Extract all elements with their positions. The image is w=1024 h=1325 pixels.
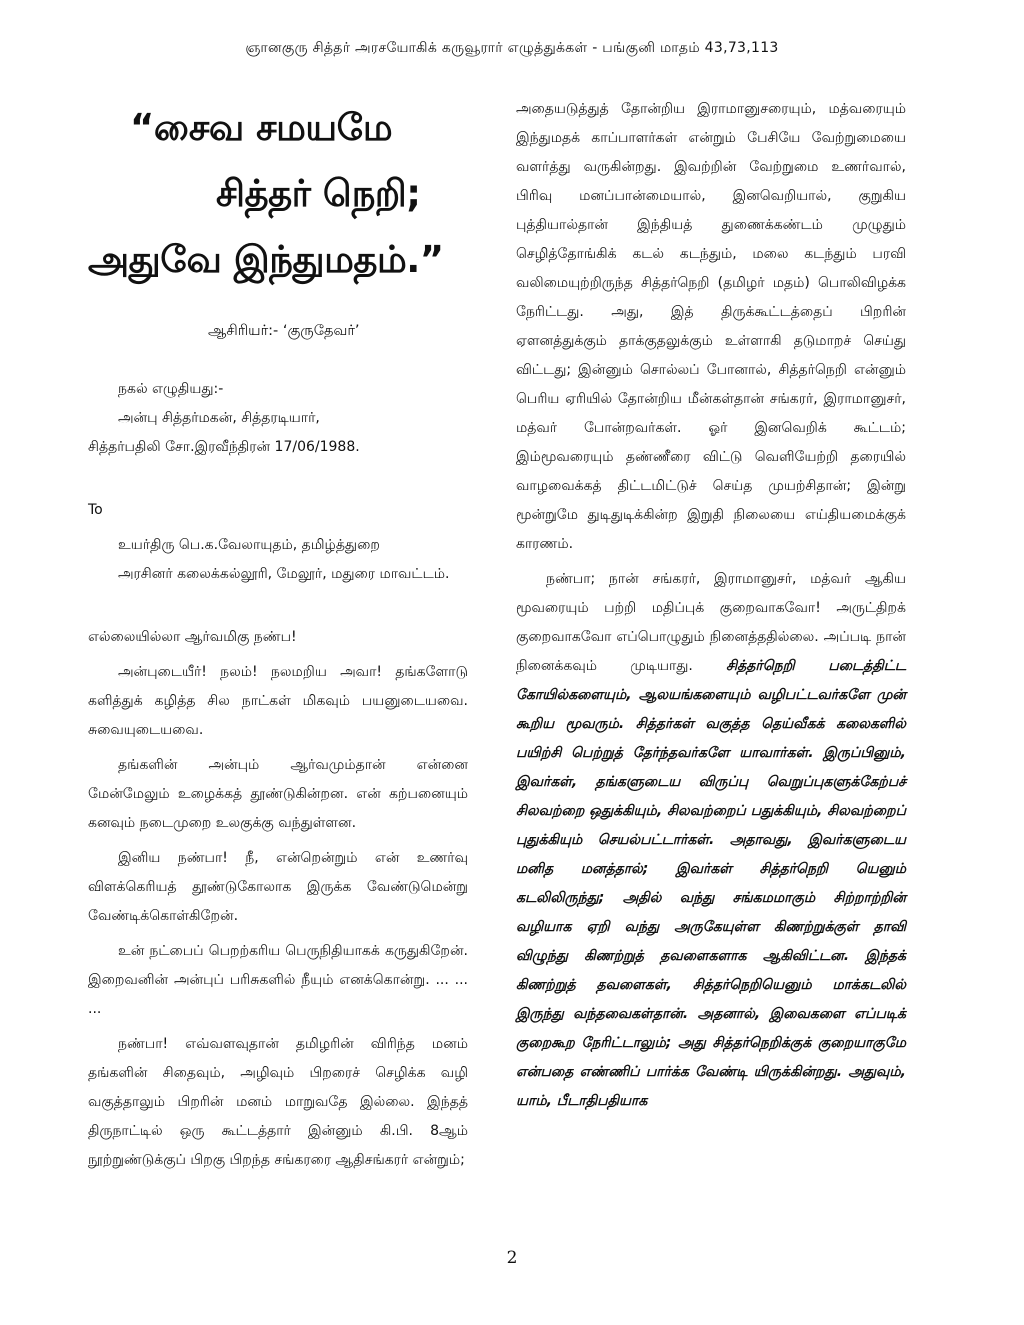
right-column [516,95,906,1116]
copy-label: நகல் எழுதியது:- [118,381,224,397]
paragraph: இனிய நண்பா! நீ, என்றென்றும் என் உணர்வு விளக்கெரியத் தூண்டுகோலாக இருக்க வேண்டுமென்று வேண்டிக்கொள்கிறேன். [88,850,468,924]
author-line: ஆசிரியர்:- ‘குருதேவர்’ [208,323,360,339]
paragraph [516,565,906,1116]
salutation: எல்லையில்லா ஆர்வமிகு நண்ப! [88,629,297,645]
left-column [88,95,468,1175]
address-line-2: அரசினர் கலைக்கல்லூரி, மேலூர், மதுரை மாவட்டம். [118,566,450,582]
title-line-2: சித்தர் நெறி; [216,172,421,215]
paragraph-emphasis-text: சித்தர்நெறி படைத்திட்ட கோயில்களையும், ஆலயங்களையும் வழிபட்டவர்களே முன் கூறிய மூவரும். சித்தர்கள் வகுத்த தெய்வீகக் கலைகளில் பயிற்சி பெற்றுத் தேர்ந்தவர்களே யாவார்கள். இருப்பினும், இவர்கள், தங்களுடைய விருப்பு வெறுப்புகளுக்கேற்பச் சிலவற்றை ஒதுக்கியும், சிலவற்றைப் பதுக்கியும், சிலவற்றைப் புதுக்கியும் செயல்பட்டார்கள். அதாவது, இவர்களுடைய மனித மனத்தால்; இவர்கள் சித்தர்நெறி யெனும் கடலிலிருந்து; அதில் வந்து சங்கமமாகும் சிற்றாற்றின் வழியாக ஏறி வந்து அருகேயுள்ள கிணற்றுக்குள் தாவி விழுந்து கிணற்றுத் தவளைகளாக ஆகிவிட்டன. இந்தக் கிணற்றுத் தவளைகள், சித்தர்நெறியெனும் மாக்கடலில் இருந்து வந்தவைகள்தான். அதனால், இவைகளை எப்படிக் குறைகூற நேரிட்டாலும்; அது சித்தர்நெறிக்குக் குறையாகுமே என்பதை எண்ணிப் பார்க்க வேண்டி யிருக்கின்றது. அதுவும், யாம், பீடாதிபதியாக [516,658,907,1109]
address-line-1: உயர்திரு பெ.க.வேலாயுதம், தமிழ்த்துறை [118,537,380,553]
running-header: ஞானகுரு சித்தர் அரசயோகிக் கருவூரார் எழுத்துக்கள் - பங்குனி மாதம் 43,73,113 [245,40,779,56]
copy-line-2: சித்தர்பதிலி சோ.இரவீந்திரன் 17/06/1988. [88,439,360,455]
paragraph: உன் நட்பைப் பெறற்கரிய பெருநிதியாகக் கருதுகிறேன். இறைவனின் அன்புப் பரிசுகளில் நீயும் எனக்கொன்று. ... ... ... [88,943,468,1017]
page-number: 2 [506,1248,518,1268]
title-line-1: “சைவ சமயமே [130,106,393,149]
title-line-3: அதுவே இந்துமதம்.” [88,238,444,281]
article-title [88,95,468,293]
paragraph: தங்களின் அன்பும் ஆர்வமும்தான் என்னை மேன்மேலும் உழைக்கத் தூண்டுகின்றன. என் கற்பனையும் கனவும் நடைமுறை உலகுக்கு வந்துள்ளன. [88,757,468,831]
paragraph: அதையடுத்துத் தோன்றிய இராமானுசரையும், மத்வரையும் இந்துமதக் காப்பாளர்கள் என்றும் பேசியே வேற்றுமையை வளர்த்து வருகின்றது. இவற்றின் வேற்றுமை உணர்வால், பிரிவு மனப்பான்மையால், இனவெறியால், குறுகிய புத்தியால்தான் இந்தியத் துணைக்கண்டம் முழுதும் செழித்தோங்கிக் கடல் கடந்தும், மலை கடந்தும் பரவி வலிமையுற்றிருந்த சித்தர்நெறி (தமிழர் மதம்) பொலிவிழக்க நேரிட்டது. அது, இத் திருக்கூட்டத்தைப் பிறரின் ஏளனத்துக்கும் தாக்குதலுக்கும் உள்ளாகி தடுமாறச் செய்து விட்டது; இன்னும் சொல்லப் போனால், சித்தர்நெறி என்னும் பெரிய ஏரியில் தோன்றிய மீன்கள்தான் சங்கரர், இராமானுசர், மத்வர் போன்றவர்கள். ஓர் இனவெறிக் கூட்டம்; இம்மூவரையும் தண்ணீரை விட்டு வெளியேற்றி தரையில் வாழவைக்கத் திட்டமிட்டுச் செய்த முயற்சிதான்; இன்று மூன்றுமே துடிதுடிக்கின்ற இறுதி நிலையை எய்தியமைக்குக் காரணம். [516,101,906,552]
paragraph: நண்பா! எவ்வளவுதான் தமிழரின் விரிந்த மனம் தங்களின் சிதைவும், அழிவும் பிறரைச் செழிக்க வழி வகுத்தாலும் பிறரின் மனம் மாறுவதே இல்லை. இந்தத் திருநாட்டில் ஒரு கூட்டத்தார் இன்னும் கி.பி. 8ஆம் நூற்றுண்டுக்குப் பிறகு பிறந்த சங்கரரை ஆதிசங்கரர் என்றும்; [88,1036,468,1168]
paragraph: அன்புடையீர்! நலம்! நலமறிய அவா! தங்களோடு களித்துக் கழித்த சில நாட்கள் மிகவும் பயனுடையவை. சுவையுடையவை. [88,664,468,738]
paragraph-plain-text: நண்பா; நான் சங்கரர், இராமானுசர், மத்வர் ஆகிய மூவரையும் பற்றி மதிப்புக் குறைவாகவோ! அருட்திறக் குறைவாகவோ எப்பொழுதும் நினைத்ததில்லை. அப்படி நான் நினைக்கவும் முடியாது. [516,571,906,674]
to-label: To [88,502,103,518]
copy-line-1: அன்பு சித்தர்மகன், சித்தரடியார், [118,410,320,426]
